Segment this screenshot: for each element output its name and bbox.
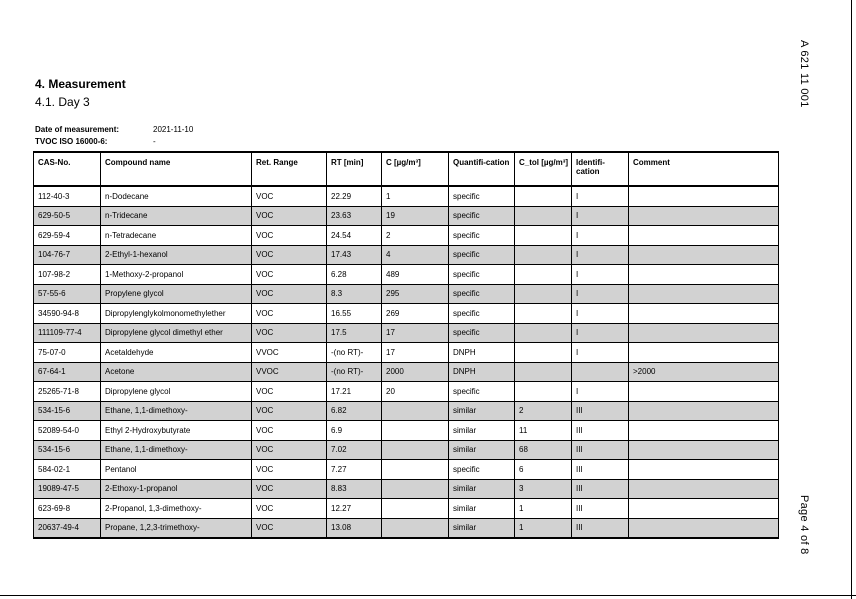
compound-name-cell: Dipropylenglykolmonomethylether	[101, 304, 252, 324]
compound-name-cell: 1-Methoxy-2-propanol	[101, 265, 252, 285]
cas-no-cell: 104-76-7	[34, 245, 101, 265]
c-tol-cell	[515, 226, 572, 246]
compound-name-cell: 2-Ethyl-1-hexanol	[101, 245, 252, 265]
comment-cell	[629, 401, 779, 421]
identification-cell: III	[572, 518, 629, 538]
compound-name-cell: Dipropylene glycol	[101, 382, 252, 402]
rt-cell: 7.27	[327, 460, 382, 480]
compound-name-cell: n-Dodecane	[101, 186, 252, 206]
comment-cell	[629, 265, 779, 285]
c-tol-cell	[515, 186, 572, 206]
concentration-cell: 17	[382, 323, 449, 343]
quantification-cell: specific	[449, 265, 515, 285]
table-row	[34, 245, 779, 265]
rt-cell: 6.28	[327, 265, 382, 285]
rt-cell: 7.02	[327, 440, 382, 460]
ret-range-cell: VOC	[252, 226, 327, 246]
quantification-cell: specific	[449, 206, 515, 226]
compound-name-cell: Ethyl 2-Hydroxybutyrate	[101, 421, 252, 441]
table-row	[34, 518, 779, 538]
comment-cell	[629, 186, 779, 206]
concentration-cell: 2000	[382, 362, 449, 382]
cas-no-cell: 75-07-0	[34, 343, 101, 363]
ret-range-cell: VOC	[252, 304, 327, 324]
rt-cell: 17.43	[327, 245, 382, 265]
table-row	[34, 265, 779, 285]
rt-cell: 13.08	[327, 518, 382, 538]
c-tol-cell: 2	[515, 401, 572, 421]
identification-cell: III	[572, 440, 629, 460]
table-body	[34, 186, 779, 538]
cas-no-cell: 19089-47-5	[34, 479, 101, 499]
comment-cell	[629, 440, 779, 460]
table-row	[34, 226, 779, 246]
c-tol-cell	[515, 284, 572, 304]
identification-cell: I	[572, 265, 629, 285]
identification-cell: I	[572, 343, 629, 363]
column-header: C_tol [µg/m³]	[515, 152, 572, 186]
ret-range-cell: VOC	[252, 401, 327, 421]
rt-cell: 8.3	[327, 284, 382, 304]
table-row	[34, 343, 779, 363]
rt-cell: 17.5	[327, 323, 382, 343]
table-header-row	[34, 152, 779, 186]
meta-label: TVOC ISO 16000-6:	[35, 137, 108, 146]
comment-cell	[629, 245, 779, 265]
table-row	[34, 362, 779, 382]
quantification-cell: specific	[449, 323, 515, 343]
c-tol-cell: 1	[515, 518, 572, 538]
ret-range-cell: VOC	[252, 284, 327, 304]
compound-name-cell: Propane, 1,2,3-trimethoxy-	[101, 518, 252, 538]
identification-cell: I	[572, 226, 629, 246]
rt-cell: 17.21	[327, 382, 382, 402]
meta-value: 2021-11-10	[153, 125, 194, 134]
measurement-table	[33, 151, 779, 539]
concentration-cell: 269	[382, 304, 449, 324]
rt-cell: 16.55	[327, 304, 382, 324]
concentration-cell	[382, 421, 449, 441]
cas-no-cell: 112-40-3	[34, 186, 101, 206]
rt-cell: 6.9	[327, 421, 382, 441]
comment-cell: >2000	[629, 362, 779, 382]
cas-no-cell: 20637-49-4	[34, 518, 101, 538]
concentration-cell	[382, 401, 449, 421]
compound-name-cell: 2-Propanol, 1,3-dimethoxy-	[101, 499, 252, 519]
rt-cell: 22.29	[327, 186, 382, 206]
identification-cell: III	[572, 479, 629, 499]
quantification-cell: DNPH	[449, 362, 515, 382]
c-tol-cell	[515, 323, 572, 343]
quantification-cell: specific	[449, 284, 515, 304]
page-number: Page 4 of 8	[798, 495, 810, 555]
c-tol-cell	[515, 382, 572, 402]
comment-cell	[629, 226, 779, 246]
c-tol-cell: 3	[515, 479, 572, 499]
ret-range-cell: VOC	[252, 323, 327, 343]
measurement-meta	[35, 124, 193, 148]
cas-no-cell: 534-15-6	[34, 440, 101, 460]
subsection-title: 4.1. Day 3	[35, 95, 90, 109]
ret-range-cell: VOC	[252, 206, 327, 226]
page-border-right	[851, 0, 852, 599]
table-row	[34, 460, 779, 480]
table-row	[34, 421, 779, 441]
compound-name-cell: Pentanol	[101, 460, 252, 480]
meta-label: Date of measurement:	[35, 125, 120, 134]
ret-range-cell: VOC	[252, 245, 327, 265]
column-header: Identifi-cation	[572, 152, 629, 186]
quantification-cell: similar	[449, 479, 515, 499]
compound-name-cell: Propylene glycol	[101, 284, 252, 304]
compound-name-cell: Acetone	[101, 362, 252, 382]
c-tol-cell	[515, 265, 572, 285]
table-row	[34, 206, 779, 226]
table-row	[34, 186, 779, 206]
cas-no-cell: 25265-71-8	[34, 382, 101, 402]
ret-range-cell: VOC	[252, 479, 327, 499]
ret-range-cell: VOC	[252, 460, 327, 480]
comment-cell	[629, 499, 779, 519]
ret-range-cell: VOC	[252, 265, 327, 285]
quantification-cell: specific	[449, 382, 515, 402]
quantification-cell: similar	[449, 421, 515, 441]
rt-cell: 12.27	[327, 499, 382, 519]
identification-cell: III	[572, 460, 629, 480]
concentration-cell: 19	[382, 206, 449, 226]
column-header: Ret. Range	[252, 152, 327, 186]
ret-range-cell: VOC	[252, 518, 327, 538]
cas-no-cell: 67-64-1	[34, 362, 101, 382]
ret-range-cell: VVOC	[252, 362, 327, 382]
cas-no-cell: 623-69-8	[34, 499, 101, 519]
c-tol-cell: 6	[515, 460, 572, 480]
table-row	[34, 382, 779, 402]
cas-no-cell: 629-59-4	[34, 226, 101, 246]
c-tol-cell	[515, 362, 572, 382]
table-row	[34, 499, 779, 519]
cas-no-cell: 534-15-6	[34, 401, 101, 421]
comment-cell	[629, 460, 779, 480]
concentration-cell: 2	[382, 226, 449, 246]
identification-cell: III	[572, 421, 629, 441]
quantification-cell: similar	[449, 499, 515, 519]
quantification-cell: similar	[449, 401, 515, 421]
concentration-cell	[382, 440, 449, 460]
comment-cell	[629, 323, 779, 343]
ret-range-cell: VOC	[252, 421, 327, 441]
identification-cell: I	[572, 382, 629, 402]
rt-cell: 23.63	[327, 206, 382, 226]
quantification-cell: similar	[449, 440, 515, 460]
table-row	[34, 401, 779, 421]
column-header: CAS-No.	[34, 152, 101, 186]
table-row	[34, 323, 779, 343]
cas-no-cell: 629-50-5	[34, 206, 101, 226]
meta-value: -	[153, 137, 156, 146]
compound-name-cell: Acetaldehyde	[101, 343, 252, 363]
quantification-cell: specific	[449, 304, 515, 324]
quantification-cell: DNPH	[449, 343, 515, 363]
table-row	[34, 440, 779, 460]
concentration-cell: 1	[382, 186, 449, 206]
document-id: A 621 11 001	[798, 40, 810, 108]
identification-cell: I	[572, 206, 629, 226]
concentration-cell: 4	[382, 245, 449, 265]
c-tol-cell	[515, 206, 572, 226]
cas-no-cell: 52089-54-0	[34, 421, 101, 441]
quantification-cell: specific	[449, 245, 515, 265]
quantification-cell: specific	[449, 460, 515, 480]
comment-cell	[629, 304, 779, 324]
rt-cell: -(no RT)-	[327, 362, 382, 382]
comment-cell	[629, 284, 779, 304]
concentration-cell: 295	[382, 284, 449, 304]
compound-name-cell: Dipropylene glycol dimethyl ether	[101, 323, 252, 343]
meta-row-date	[35, 124, 193, 136]
rt-cell: 8.83	[327, 479, 382, 499]
column-header: C [µg/m³]	[382, 152, 449, 186]
compound-name-cell: Ethane, 1,1-dimethoxy-	[101, 401, 252, 421]
compound-name-cell: n-Tridecane	[101, 206, 252, 226]
comment-cell	[629, 518, 779, 538]
comment-cell	[629, 479, 779, 499]
table-row	[34, 284, 779, 304]
cas-no-cell: 57-55-6	[34, 284, 101, 304]
quantification-cell: similar	[449, 518, 515, 538]
column-header: Quantifi-cation	[449, 152, 515, 186]
cas-no-cell: 107-98-2	[34, 265, 101, 285]
concentration-cell	[382, 518, 449, 538]
identification-cell: I	[572, 284, 629, 304]
identification-cell: III	[572, 401, 629, 421]
comment-cell	[629, 382, 779, 402]
cas-no-cell: 584-02-1	[34, 460, 101, 480]
ret-range-cell: VOC	[252, 440, 327, 460]
column-header: Compound name	[101, 152, 252, 186]
concentration-cell: 489	[382, 265, 449, 285]
concentration-cell	[382, 479, 449, 499]
compound-name-cell: n-Tetradecane	[101, 226, 252, 246]
comment-cell	[629, 421, 779, 441]
identification-cell: I	[572, 304, 629, 324]
identification-cell: I	[572, 323, 629, 343]
table-row	[34, 304, 779, 324]
quantification-cell: specific	[449, 186, 515, 206]
ret-range-cell: VOC	[252, 499, 327, 519]
quantification-cell: specific	[449, 226, 515, 246]
compound-name-cell: 2-Ethoxy-1-propanol	[101, 479, 252, 499]
column-header: Comment	[629, 152, 779, 186]
identification-cell: III	[572, 499, 629, 519]
rt-cell: -(no RT)-	[327, 343, 382, 363]
concentration-cell	[382, 499, 449, 519]
ret-range-cell: VOC	[252, 186, 327, 206]
column-header: RT [min]	[327, 152, 382, 186]
c-tol-cell: 11	[515, 421, 572, 441]
c-tol-cell	[515, 245, 572, 265]
page-border-bottom	[0, 595, 856, 596]
rt-cell: 6.82	[327, 401, 382, 421]
cas-no-cell: 34590-94-8	[34, 304, 101, 324]
compound-name-cell: Ethane, 1,1-dimethoxy-	[101, 440, 252, 460]
comment-cell	[629, 206, 779, 226]
section-title: 4. Measurement	[35, 77, 126, 91]
meta-row-tvoc	[35, 136, 193, 148]
concentration-cell: 20	[382, 382, 449, 402]
c-tol-cell	[515, 304, 572, 324]
concentration-cell: 17	[382, 343, 449, 363]
identification-cell: I	[572, 186, 629, 206]
concentration-cell	[382, 460, 449, 480]
c-tol-cell: 68	[515, 440, 572, 460]
rt-cell: 24.54	[327, 226, 382, 246]
cas-no-cell: 111109-77-4	[34, 323, 101, 343]
ret-range-cell: VVOC	[252, 343, 327, 363]
identification-cell: I	[572, 245, 629, 265]
comment-cell	[629, 343, 779, 363]
identification-cell	[572, 362, 629, 382]
c-tol-cell: 1	[515, 499, 572, 519]
ret-range-cell: VOC	[252, 382, 327, 402]
table-row	[34, 479, 779, 499]
c-tol-cell	[515, 343, 572, 363]
